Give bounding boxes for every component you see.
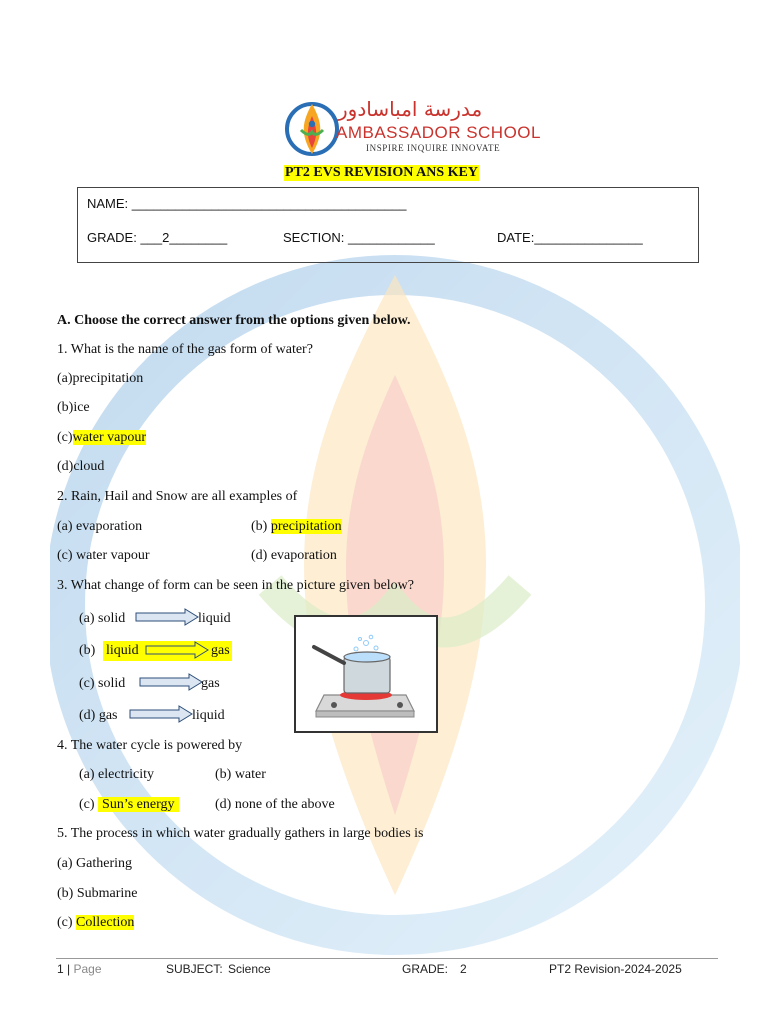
q2-option-d: (d) evaporation xyxy=(251,548,337,563)
page-title: PT2 EVS REVISION ANS KEY xyxy=(285,165,478,180)
footer-subject-label: SUBJECT: xyxy=(166,962,223,976)
date-field[interactable]: DATE:_______________ xyxy=(497,230,643,245)
q3-option-a-to: liquid xyxy=(198,611,231,626)
footer-grade-label: GRADE: xyxy=(402,962,449,976)
question-4: 4. The water cycle is powered by xyxy=(57,738,243,753)
q3-option-c-from: (c) solid xyxy=(79,676,126,691)
q4-option-b: (b) water xyxy=(215,767,266,782)
q3-option-b-label: (b) xyxy=(79,643,96,658)
footer-page-label: Page xyxy=(73,962,102,976)
q3-option-a-from: (a) solid xyxy=(79,611,126,626)
footer-exam: PT2 Revision-2024-2025 xyxy=(549,962,682,976)
q4-option-a: (a) electricity xyxy=(79,767,155,782)
footer-page xyxy=(57,962,102,976)
q5-option-c-prefix: (c) xyxy=(57,915,77,930)
footer-separator: | xyxy=(67,962,71,976)
q1-option-c-prefix: (c) xyxy=(57,430,73,445)
q1-option-a: (a)precipitation xyxy=(57,371,144,386)
q5-option-b: (b) Submarine xyxy=(57,886,138,901)
q2-option-b xyxy=(251,519,342,535)
q3-option-b-to: gas xyxy=(211,643,230,658)
q1-option-d: (d)cloud xyxy=(57,459,105,474)
question-5: 5. The process in which water gradually gathers in large bodies is xyxy=(57,826,424,841)
q2-option-b-prefix: (b) xyxy=(251,519,271,534)
footer-grade: 2 xyxy=(460,962,467,976)
logo-arabic-text: مدرسة امباسادور xyxy=(338,97,483,121)
q3-option-d-arrow-icon xyxy=(129,705,193,723)
logo-school-name: AMBASSADOR SCHOOL xyxy=(336,123,541,142)
q3-option-c-arrow-icon xyxy=(139,673,203,691)
q3-option-d-to: liquid xyxy=(192,708,225,723)
q3-option-b-arrow-icon xyxy=(145,641,209,659)
q5-option-c xyxy=(57,915,134,931)
q5-answer-highlight: Collection xyxy=(76,915,135,930)
q1-option-b: (b)ice xyxy=(57,400,90,415)
footer-divider xyxy=(56,958,718,959)
student-info-box xyxy=(77,187,699,263)
section-a-heading: A. Choose the correct answer from the options given below. xyxy=(57,313,411,328)
q2-option-a: (a) evaporation xyxy=(57,519,143,534)
question-3: 3. What change of form can be seen in the picture given below? xyxy=(57,578,414,593)
q4-option-c xyxy=(79,797,179,813)
q4-option-d: (d) none of the above xyxy=(215,797,335,812)
q2-option-c: (c) water vapour xyxy=(57,548,150,563)
q3-option-a-arrow-icon xyxy=(135,608,199,626)
q1-option-c xyxy=(57,430,146,446)
boiling-pot-picture xyxy=(294,615,438,733)
boiling-pot-icon xyxy=(296,617,436,731)
grade-field[interactable]: GRADE: ___2________ xyxy=(87,230,228,245)
question-1: 1. What is the name of the gas form of water? xyxy=(57,342,313,357)
q3-option-d-from: (d) gas xyxy=(79,708,118,723)
q5-option-a: (a) Gathering xyxy=(57,856,133,871)
name-field[interactable]: NAME: ______________________________________ xyxy=(87,196,407,211)
question-2: 2. Rain, Hail and Snow are all examples of xyxy=(57,489,298,504)
footer-page-number: 1 xyxy=(57,962,64,976)
school-logo-watermark xyxy=(50,255,740,955)
q3-option-c-to: gas xyxy=(201,676,220,691)
q3-option-b-from: liquid xyxy=(106,643,139,658)
footer-subject: Science xyxy=(228,962,271,976)
logo-tagline: INSPIRE INQUIRE INNOVATE xyxy=(366,143,501,153)
q2-answer-highlight: precipitation xyxy=(270,519,342,534)
q1-answer-highlight: water vapour xyxy=(72,430,147,445)
q4-answer-highlight: Sun’s energy xyxy=(98,797,178,812)
q4-option-c-prefix: (c) xyxy=(79,797,95,812)
section-field[interactable]: SECTION: ____________ xyxy=(283,230,435,245)
